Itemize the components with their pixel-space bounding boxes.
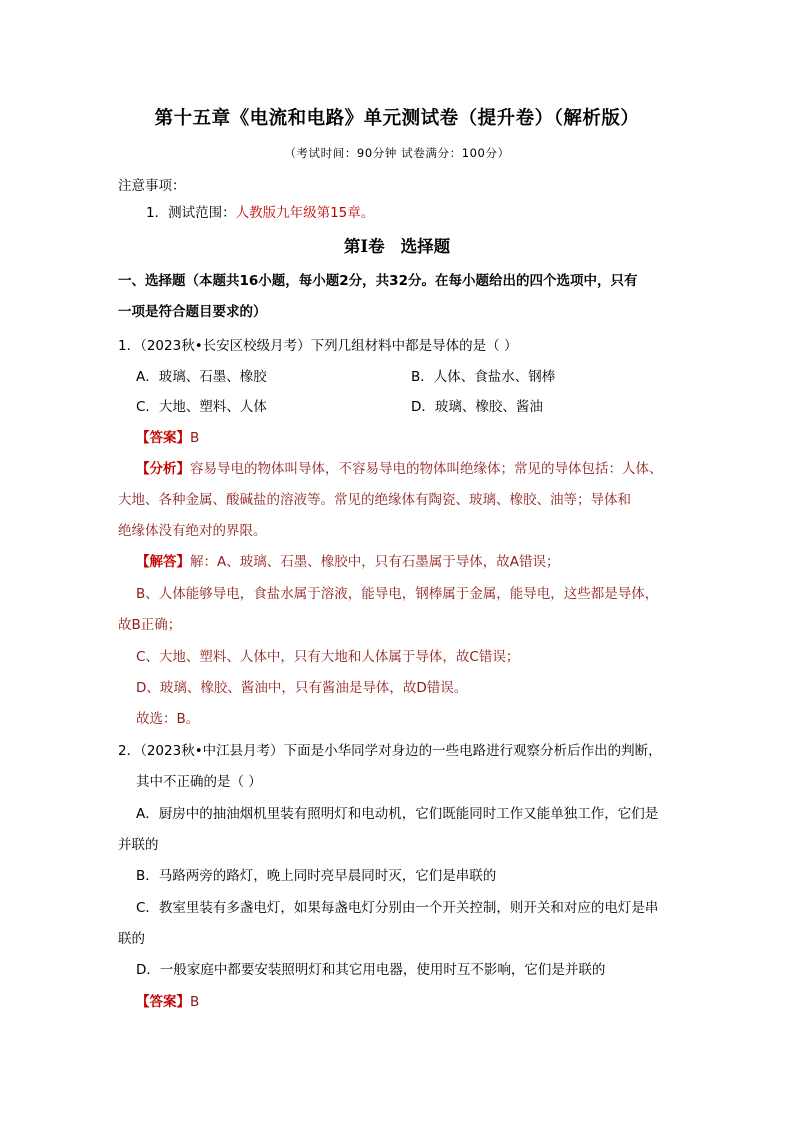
q1-option-b: B．人体、食盐水、钢棒 <box>411 369 556 385</box>
q1-option-a: A．玻璃、石墨、橡胶 <box>136 369 267 385</box>
q1-choice: 故选：B。 <box>136 711 200 727</box>
q2-option-c-line-1: C．教室里装有多盏电灯，如果每盏电灯分别由一个开关控制，则开关和对应的电灯是串 <box>136 900 659 916</box>
section-title-type: 选择题 <box>400 237 451 256</box>
q1-stem: 1．（2023秋•长安区校级月考）下列几组材料中都是导体的是（ ） <box>118 338 518 354</box>
analysis-text: 容易导电的物体叫导体，不容易导电的物体叫绝缘体；常见的导体包括：人体、 <box>190 461 663 477</box>
part-instruction-line-1: 一、选择题（本题共16小题，每小题2分，共32分。在每小题给出的四个选项中，只有 <box>118 273 638 289</box>
solution-text: 解：A、玻璃、石墨、橡胶中，只有石墨属于导体，故A错误； <box>190 554 560 570</box>
q2-option-a-line-2: 并联的 <box>118 837 159 853</box>
q1-analysis-line-2: 大地、各种金属、酸碱盐的溶液等。常见的绝缘体有陶瓷、玻璃、橡胶、油等；导体和 <box>118 492 631 508</box>
q1-solution-line-3: 故B正确； <box>118 617 182 633</box>
q2-stem-line-1: 2．（2023秋•中江县月考）下面是小华同学对身边的一些电路进行观察分析后作出的判断， <box>118 743 662 759</box>
notice-item-text: 人教版九年级第15章。 <box>235 205 375 221</box>
exam-info: （考试时间：90分钟 试卷满分：100分） <box>284 146 510 160</box>
answer-tag: 【答案】 <box>136 430 190 446</box>
section-title-volume: 第Ⅰ卷 <box>343 237 385 256</box>
answer-value: B <box>190 994 200 1010</box>
section-title <box>0 233 794 257</box>
q1-solution-line-2: B、人体能够导电，食盐水属于溶液，能导电，钢棒属于金属，能导电，这些都是导体， <box>136 586 659 602</box>
q2-option-b: B．马路两旁的路灯，晚上同时亮早晨同时灭，它们是串联的 <box>136 868 497 884</box>
q1-answer <box>136 428 199 448</box>
q1-option-d: D．玻璃、橡胶、酱油 <box>411 399 543 415</box>
notice-item <box>146 203 374 223</box>
q2-option-c-line-2: 联的 <box>118 931 145 947</box>
part-instruction-line-2: 一项是符合题目要求的） <box>118 304 267 320</box>
answer-value: B <box>190 430 200 446</box>
q1-solution-line-4: C、大地、塑料、人体中，只有大地和人体属于导体，故C错误； <box>136 649 520 665</box>
q1-solution-line-1 <box>136 552 559 572</box>
solution-tag: 【解答】 <box>136 554 190 570</box>
notice-item-prefix: 1．测试范围： <box>146 205 236 221</box>
q2-answer <box>136 992 199 1012</box>
q2-option-a-line-1: A．厨房中的抽油烟机里装有照明灯和电动机，它们既能同时工作又能单独工作，它们是 <box>136 806 659 822</box>
q1-analysis-line-1 <box>136 459 663 479</box>
q1-option-c: C．大地、塑料、人体 <box>136 399 267 415</box>
q2-stem-line-2: 其中不正确的是（ ） <box>136 774 262 790</box>
q1-analysis-line-3: 绝缘体没有绝对的界限。 <box>118 523 267 539</box>
notice-label: 注意事项： <box>118 178 186 194</box>
page-title: 第十五章《电流和电路》单元测试卷（提升卷）（解析版） <box>154 108 640 129</box>
answer-tag: 【答案】 <box>136 994 190 1010</box>
analysis-tag: 【分析】 <box>136 461 190 477</box>
q2-option-d: D．一般家庭中都要安装照明灯和其它用电器，使用时互不影响，它们是并联的 <box>136 962 606 978</box>
q1-solution-line-5: D、玻璃、橡胶、酱油中，只有酱油是导体，故D错误。 <box>136 680 468 696</box>
